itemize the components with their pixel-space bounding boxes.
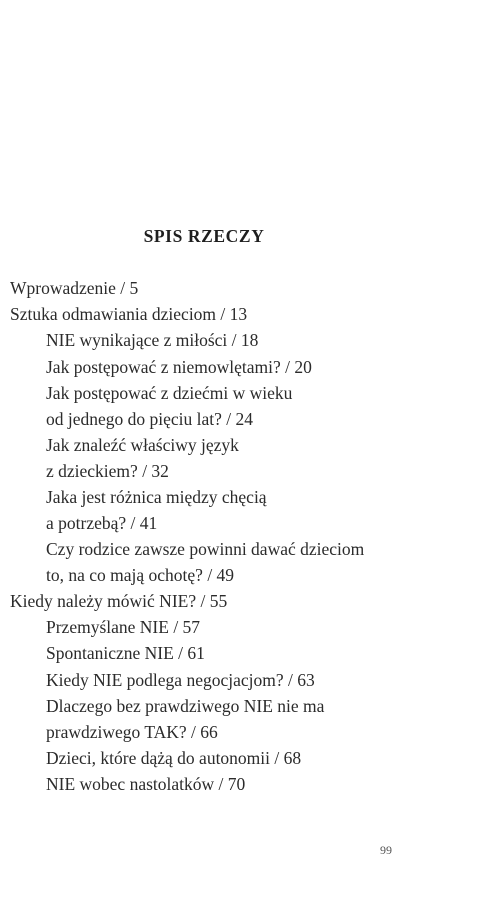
toc-entry: Sztuka odmawiania dzieciom / 13 <box>10 304 248 324</box>
toc-subentry: NIE wynikające z miłości / 18 <box>46 330 259 350</box>
toc-subentry: od jednego do pięciu lat? / 24 <box>46 409 254 429</box>
toc-subentry: NIE wobec nastolatków / 70 <box>46 774 246 794</box>
toc-subentry: z dzieckiem? / 32 <box>46 461 169 481</box>
page-number: 99 <box>380 843 392 857</box>
toc-subentry: Jak postępować z dziećmi w wieku <box>46 383 293 403</box>
toc-subentry: Jaka jest różnica między chęcią <box>46 487 267 507</box>
toc-subentry: Kiedy NIE podlega negocjacjom? / 63 <box>46 670 315 690</box>
toc-subentry: Spontaniczne NIE / 61 <box>46 643 205 663</box>
toc-subentry: a potrzebą? / 41 <box>46 513 158 533</box>
toc-subentry: Przemyślane NIE / 57 <box>46 617 201 637</box>
toc-subentry: Dzieci, które dążą do autonomii / 68 <box>46 748 302 768</box>
toc-subentry: Czy rodzice zawsze powinni dawać dzieciom <box>46 539 365 559</box>
toc-subentry: prawdziwego TAK? / 66 <box>46 722 218 742</box>
toc-subentry: Jak znaleźć właściwy język <box>46 435 239 455</box>
toc-subentry: Jak postępować z niemowlętami? / 20 <box>46 357 312 377</box>
toc-entry: Wprowadzenie / 5 <box>10 278 139 298</box>
toc-entry: Kiedy należy mówić NIE? / 55 <box>10 591 228 611</box>
toc-subentry: to, na co mają ochotę? / 49 <box>46 565 235 585</box>
toc-subentry: Dlaczego bez prawdziwego NIE nie ma <box>46 696 325 716</box>
page-title: SPIS RZECZY <box>143 226 265 246</box>
